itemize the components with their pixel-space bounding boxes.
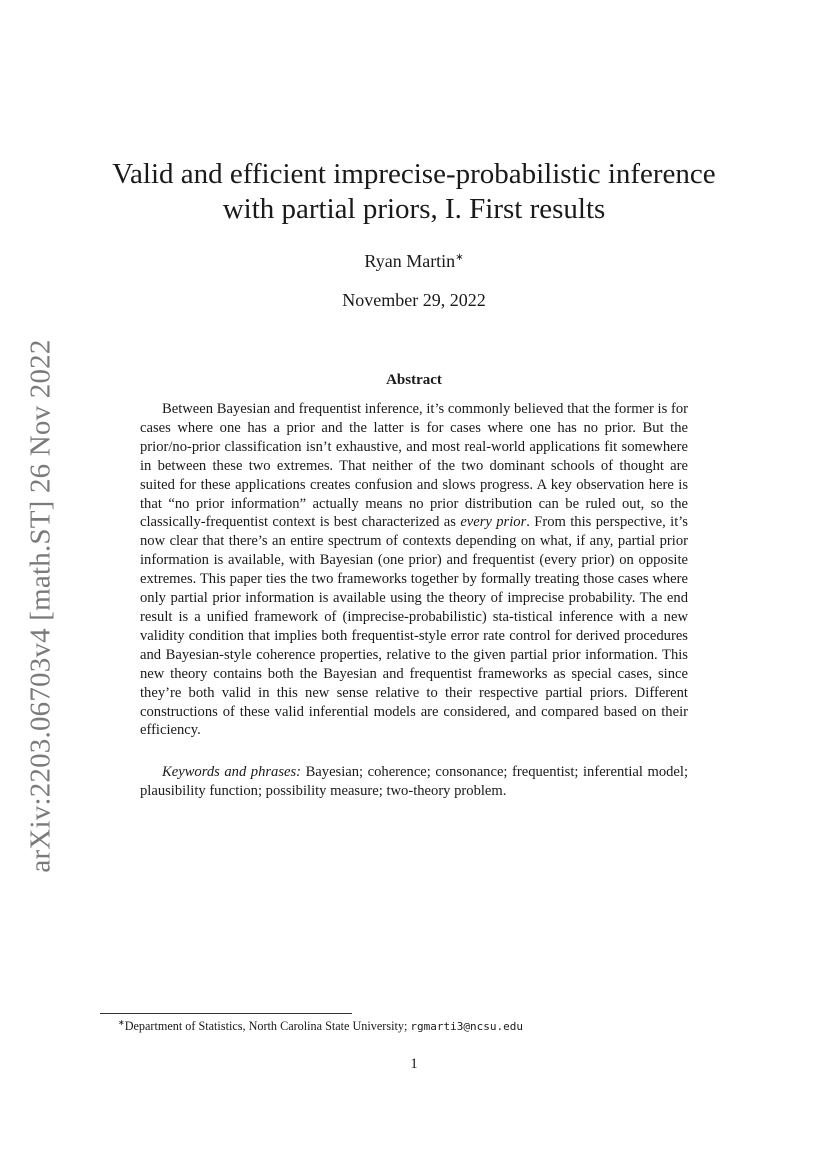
keywords	[140, 763, 688, 801]
footnote-email: rgmarti3@ncsu.edu	[410, 1020, 523, 1033]
keywords-label: Keywords and phrases:	[162, 764, 302, 780]
paper-date: November 29, 2022	[342, 290, 486, 310]
title-line-1: Valid and efficient imprecise-probabilistic inference	[112, 158, 716, 190]
page-number: 1	[410, 1056, 418, 1072]
keywords-text: Bayesian; coherence; consonance; frequentist; inferential model; plausibility function; possibility measure; two-theory problem.	[140, 764, 689, 799]
abstract-body	[140, 400, 688, 740]
footnote	[118, 1018, 738, 1034]
title-line-2: with partial priors, I. First results	[222, 193, 606, 225]
abstract-heading: Abstract	[386, 372, 442, 388]
footnote-mark: ∗	[118, 1018, 125, 1027]
footnote-text: Department of Statistics, North Carolina State University;	[124, 1019, 411, 1033]
author-name: Ryan Martin	[364, 251, 456, 271]
author-footnote-mark: ∗	[455, 252, 464, 263]
author	[80, 251, 748, 272]
abstract-text-part-1: Between Bayesian and frequentist inference, it’s commonly believed that the former is for cases where one has a prior and the latter is for cases where one has no prior. But the prior/no-prior classification isn’t exhaustive, and most real-world applications fit somewhere in between these two extremes. That neither of the two dominant schools of thought are suited for these applications creates confusion and slows progress. A key observation here is that “no prior information” actually means no prior distribution can be ruled out, so the classically-frequentist context is best characterized as	[140, 401, 688, 531]
abstract-text-part-2: . From this perspective, it’s now clear that there’s an entire spectrum of contexts depending on what, if any, partial prior information is available, with Bayesian (one prior) and frequentist (every prior) on opposite extremes. This paper ties the two frameworks together by formally treating those cases where only partial prior information is available using the theory of imprecise probability. The end result is a unified framework of (imprecise-probabilistic) sta-tistical inference with a new validity condition that implies both frequentist-style error rate control for derived procedures and Bayesian-style coherence properties, relative to the given partial prior information. This new theory contains both the Bayesian and frequentist frameworks as special cases, since they’re both valid in this new sense relative to their respective partial priors. Different constructions of these valid inferential models are considered, and compared based on their efficiency.	[140, 514, 688, 739]
arxiv-side-stamp: arXiv:2203.06703v4 [math.ST] 26 Nov 2022	[24, 339, 57, 873]
abstract-emphasis: every prior	[460, 514, 527, 531]
paper-title	[80, 157, 748, 227]
footnote-rule	[100, 1013, 352, 1014]
